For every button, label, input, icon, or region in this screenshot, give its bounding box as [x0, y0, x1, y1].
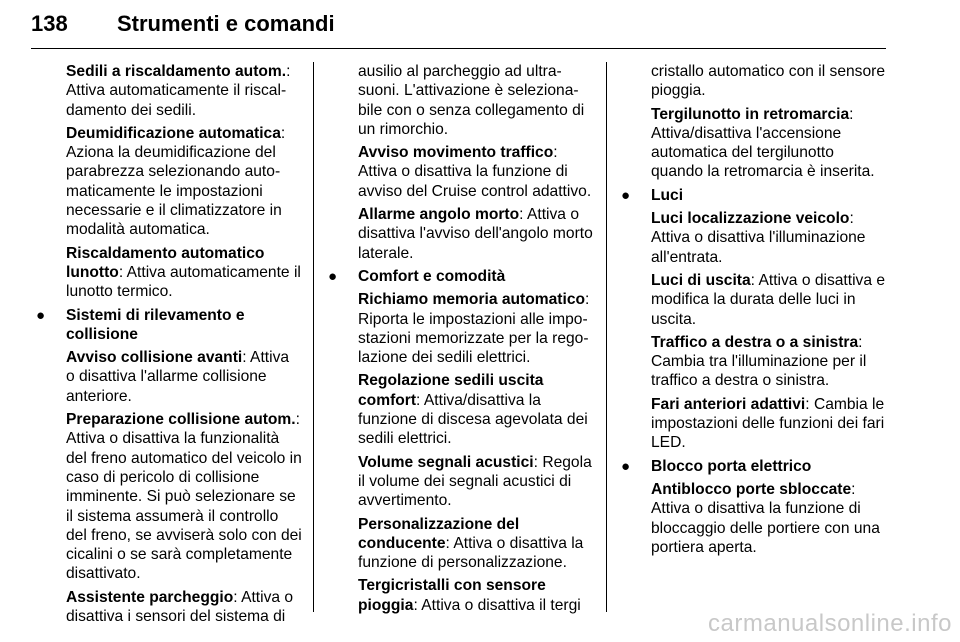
separator: : — [805, 395, 810, 413]
bullet-icon: ● — [328, 267, 338, 285]
setting-description: Attiva o disattiva la funzione di avviso del Cruise control adattivo. — [358, 163, 592, 200]
setting-name: Sedili a riscaldamento autom. — [66, 63, 287, 80]
setting-entry — [358, 290, 594, 367]
setting-entry — [358, 371, 594, 448]
setting-entry — [358, 515, 594, 573]
setting-entry — [651, 395, 887, 453]
section-heading: Comfort e comodità — [358, 267, 506, 285]
section-heading: Luci — [651, 186, 684, 204]
setting-entry — [651, 480, 887, 557]
setting-entry — [651, 333, 887, 391]
separator: : — [295, 411, 300, 429]
separator: : — [242, 349, 247, 367]
setting-name: Richiamo memoria automatico — [358, 291, 586, 309]
separator: : — [286, 63, 291, 80]
setting-name: Personalizzazione del conducente — [358, 515, 520, 552]
column-divider-2 — [606, 62, 607, 612]
watermark: carmanualsonline.info — [708, 610, 952, 637]
setting-entry — [651, 105, 887, 182]
bullet-icon: ● — [621, 457, 631, 475]
setting-description: Attiva o disattiva l'avviso dell'angolo morto laterale. — [358, 206, 593, 262]
header-divider — [31, 48, 886, 49]
setting-description: Aziona la deumidificazione del parabrezza selezionando automaticamente le impostazioni necessarie e il climatizzatore in modalità automatica. — [66, 144, 282, 239]
continuation-text: cristallo automatico con il sensore pioggia. — [651, 63, 886, 100]
setting-entry — [66, 244, 302, 302]
setting-description: Attiva/disattiva l'accensione automatica del tergilunotto quando la retromarcia è inserita. — [651, 124, 875, 181]
setting-name: Luci di uscita — [651, 271, 751, 289]
setting-name: Deumidificazione automatica — [66, 124, 281, 142]
setting-description: Attiva o disattiva la funzionalità del freno automatico del veicolo in caso di pericolo di collisione imminente. Si può selezionare se il sistema assumerà il controllo del freno, se avviserà solo con dei cicalini o se sarà completamente disattivato. — [66, 430, 302, 583]
page-title: Strumenti e comandi — [117, 11, 335, 36]
separator: : — [851, 480, 856, 498]
separator: : — [858, 333, 863, 351]
text-column-3 — [621, 62, 887, 561]
setting-name: Assistente parcheggio — [66, 588, 234, 606]
setting-description: Attiva automaticamente il lunotto termico. — [66, 263, 301, 301]
separator: : — [533, 453, 538, 471]
section-bullet-item — [328, 267, 594, 286]
text-column-2 — [328, 62, 594, 619]
setting-entry — [66, 62, 302, 120]
separator: : — [849, 105, 854, 123]
setting-name: Tergilunotto in retromarcia — [651, 105, 850, 123]
setting-description: Attiva o disattiva i sensori del sistema di — [66, 588, 294, 626]
setting-entry — [358, 143, 594, 201]
section-heading: Blocco porta elettrico — [651, 457, 812, 475]
setting-description: Cambia tra l'illuminazione per il traffico a destra o sinistra. — [651, 353, 867, 390]
setting-description: Attiva o disattiva il tergi — [421, 596, 581, 614]
setting-description: Riporta le impostazioni alle impostazioni memorizzate per la regolazione dei sedili elettrici. — [358, 310, 589, 367]
setting-name: Avviso collisione avanti — [66, 349, 243, 367]
separator: : — [849, 210, 854, 228]
setting-description: Attiva o disattiva l'illuminazione all'entrata. — [651, 229, 866, 266]
separator: : — [118, 263, 124, 281]
separator: : — [413, 596, 418, 614]
setting-name: Riscaldamento automatico lunotto — [66, 244, 265, 281]
setting-description: Attiva o disattiva e modifica la durata delle luci in uscita. — [651, 271, 886, 328]
setting-name: Preparazione collisione autom. — [66, 411, 296, 429]
setting-entry — [651, 209, 887, 267]
separator: : — [519, 206, 524, 224]
separator: : — [445, 534, 450, 552]
setting-entry — [651, 271, 887, 329]
setting-description: Attiva/disattiva la funzione di discesa agevolata dei sedili elettrici. — [358, 391, 588, 448]
setting-entry — [358, 576, 594, 615]
setting-name: Traffico a destra o a sinistra — [651, 333, 859, 351]
setting-entry — [66, 124, 302, 240]
separator: : — [750, 271, 755, 289]
separator: : — [416, 391, 421, 409]
separator: : — [233, 588, 238, 606]
section-bullet-item — [36, 306, 302, 345]
setting-description: Regola il volume dei segnali acustici di avvertimento. — [358, 453, 592, 510]
setting-name: Volume segnali acustici — [358, 453, 534, 471]
setting-name: Fari anteriori adattivi — [651, 395, 806, 413]
setting-description: Attiva o disattiva la funzione di bloccaggio delle portiere con una portiera aperta. — [651, 500, 880, 556]
section-bullet-item — [621, 457, 887, 476]
setting-entry — [358, 205, 594, 263]
separator: : — [280, 124, 286, 142]
setting-description: Attiva o disattiva l'allarme collisione anteriore. — [66, 349, 290, 405]
setting-entry — [66, 410, 302, 584]
continuation-text: ausilio al parcheggio ad ultrasuoni. L'attivazione è selezionabile con o senza collegamento di un rimorchio. — [358, 63, 585, 138]
setting-entry — [66, 348, 302, 406]
page-number: 138 — [31, 11, 68, 36]
setting-name: Tergicristalli con sensore pioggia — [358, 577, 546, 614]
setting-name: Luci localizzazione veicolo — [651, 210, 850, 228]
column-divider-1 — [313, 62, 314, 612]
setting-entry — [66, 588, 302, 627]
setting-name: Avviso movimento traffico — [358, 144, 554, 162]
bullet-icon: ● — [36, 306, 46, 324]
setting-description: Cambia le impostazioni delle funzioni dei fari LED. — [651, 395, 885, 452]
setting-description: Attiva automaticamente il riscaldamento dei sedili. — [66, 82, 287, 119]
setting-name: Regolazione sedili uscita comfort — [358, 372, 544, 409]
setting-name: Allarme angolo morto — [358, 206, 520, 224]
setting-entry — [358, 453, 594, 511]
text-column-1 — [36, 62, 302, 630]
section-heading: Sistemi di rilevamento e collisione — [66, 306, 245, 343]
setting-name: Antiblocco porte sbloccate — [651, 480, 852, 498]
setting-description: Attiva o disattiva la funzione di personalizzazione. — [358, 534, 584, 572]
separator: : — [553, 144, 558, 162]
separator: : — [585, 291, 590, 309]
bullet-icon: ● — [621, 186, 631, 204]
page-header — [31, 6, 886, 46]
section-bullet-item — [621, 186, 887, 205]
